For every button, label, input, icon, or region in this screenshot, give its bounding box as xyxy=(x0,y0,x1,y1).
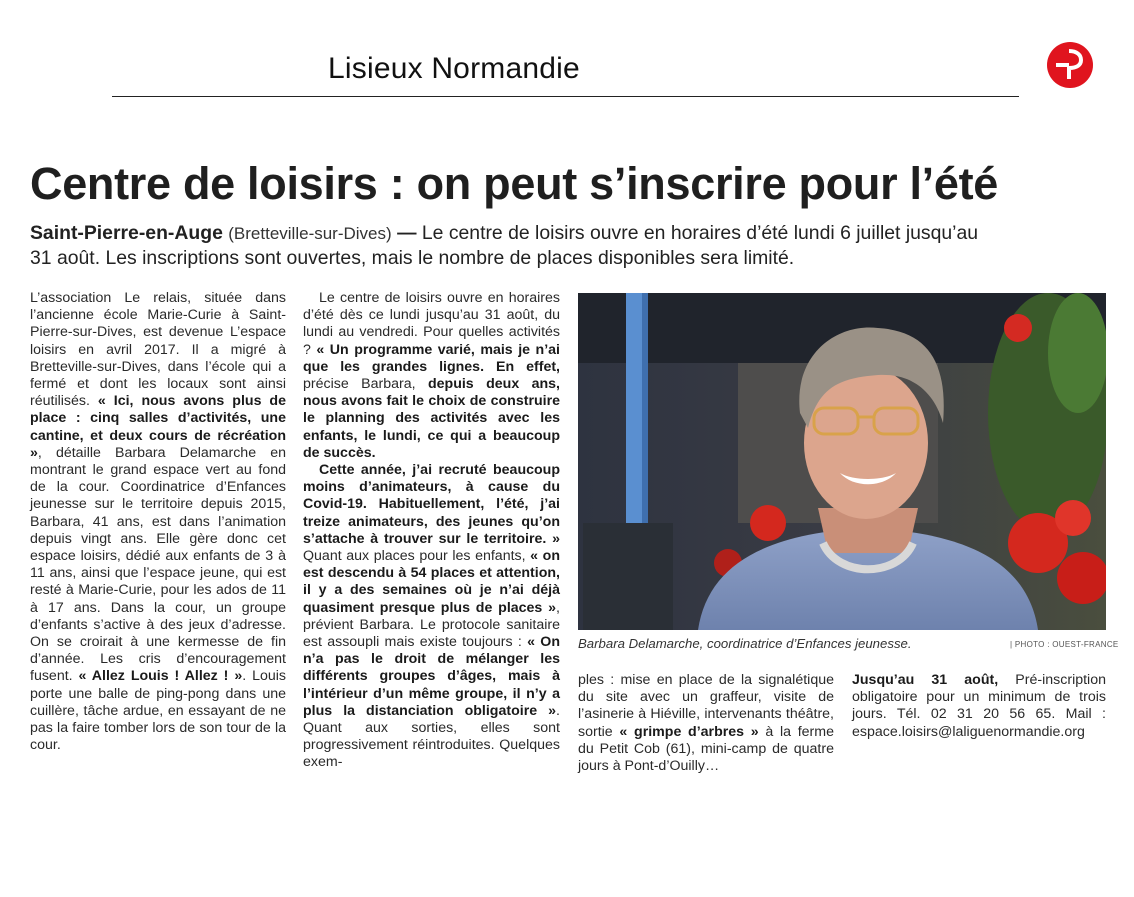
text-run: à la ferme du Petit Cob (61), mini-camp de quatre jours à Pont-d’Ouilly… xyxy=(578,723,834,775)
text-run: ples : mise en place de la signalétique du site avec un graffeur, visite de l’asinerie à Hiéville, intervenants théâtre, sortie xyxy=(578,672,834,740)
text-run: Le centre de loisirs ouvre en horaires d’été dès ce lundi jusqu’au 31 août, du lundi au vendredi. Pour quelles activités ? xyxy=(303,290,560,358)
practical-info-column xyxy=(852,672,1106,741)
portrait-illustration xyxy=(578,293,1106,630)
practical-heading: Jusqu’au 31 août, xyxy=(852,672,999,688)
quote: Cette année, j’ai recruté beaucoup moins d’animateurs, à cause du Covid-19. Habituellement, l’été, j’ai treize animateurs, des jeunes qu’on s’attache à trouver sur le territoire. » xyxy=(303,462,560,547)
photo-credit: | PHOTO : OUEST-FRANCE xyxy=(1010,640,1119,649)
chapo-text: Le centre de loisirs ouvre en horaires d’été lundi 6 juillet jusqu’au 31 août. Les inscriptions sont ouvertes, mais le nombre de places disponibles sera limité. xyxy=(30,222,979,269)
paragraph xyxy=(578,672,834,775)
practical-text: Pré-inscription obligatoire pour un minimum de trois jours. Tél. 02 31 20 56 65. Mail : espace.loisirs@laliguenormandie.org xyxy=(852,672,1106,740)
quote: « Allez Louis ! Allez ! » xyxy=(78,668,243,685)
text-run: , détaille Barbara Delamarche en montrant le grand espace vert au fond de la cour. Coordinatrice d’Enfances jeunesse sur le territoire depuis 2015, Barbara, 41 ans, est dans l’animation depuis vingt ans. Elle gère donc cet espace loisirs, dédié aux enfants de 3 à 11 ans, ainsi que l’espace jeune, qui est resté à Marie-Curie, pour les ados de 11 à 17 ans. Dans la cour, un groupe d’enfants s’active à des jeux d’adresse. On se croirait à une kermesse de fin d’année. Les cris d’encouragement fusent. xyxy=(30,444,286,685)
text-run: . Quant aux sorties, elles sont progressivement réintroduites. Quelques exem- xyxy=(303,702,560,771)
quote: « on est descendu à 54 places et attention, il y a des semaines où je n’ai déjà quasiment presque plus de places » xyxy=(303,548,560,616)
quote: « On n’a pas le droit de mélanger les différents groupes d’âges, mais à l’intérieur d’un même groupe, il n’y a plus la distanciation obligatoire » xyxy=(303,634,561,719)
text-run: Quant aux places pour les enfants, xyxy=(303,548,531,565)
text-run: précise Barbara, xyxy=(303,376,428,393)
paragraph xyxy=(303,290,560,462)
text-run: , prévient Barbara. Le protocole sanitaire est assoupli mais existe toujours : xyxy=(303,599,560,651)
photo-caption: Barbara Delamarche, coordinatrice d’Enfances jeunesse. xyxy=(578,636,912,651)
header-rule xyxy=(112,96,1019,97)
edition-title: Lisieux Normandie xyxy=(328,52,580,85)
ouest-france-logo-icon xyxy=(1046,41,1094,89)
text-run: . Louis porte une balle de ping-pong dans une cuillère, tâche ardue, en essayant de ne pas la faire tomber lors de son tour de la cour. xyxy=(30,668,286,754)
quote: « Ici, nous avons plus de place : cinq salles d’activités, une cantine, et deux cours de récréation » xyxy=(30,393,286,461)
quote: « Un programme varié, mais je n’ai que les grandes lignes. En effet, xyxy=(303,341,560,375)
quote: « grimpe d’arbres » xyxy=(619,723,759,740)
text-run: L’association Le relais, située dans l’ancienne école Marie-Curie à Saint-Pierre-sur-Dives, est devenue L’espace loisirs en avril 2017. Il a migré à Bretteville-sur-Dives, dans l’école qui a fermé et dont les locaux sont ainsi réutilisés. xyxy=(30,290,286,410)
chapo xyxy=(30,221,980,271)
paragraph xyxy=(30,290,286,754)
paragraph xyxy=(303,462,560,772)
headline: Centre de loisirs : on peut s’inscrire pour l’été xyxy=(30,158,999,209)
article-column-2 xyxy=(303,290,560,772)
chapo-place: Saint-Pierre-en-Auge xyxy=(30,222,223,244)
quote: depuis deux ans, nous avons fait le choix de construire le planning des activités avec les enfants, le lundi, ce qui a beaucoup de succès. xyxy=(303,376,560,461)
chapo-dash: — xyxy=(391,222,422,244)
portrait-photo xyxy=(578,293,1106,630)
article-column-3 xyxy=(578,672,834,775)
article-column-1 xyxy=(30,290,286,754)
paragraph xyxy=(852,672,1106,741)
chapo-subplace: (Bretteville-sur-Dives) xyxy=(228,224,392,243)
